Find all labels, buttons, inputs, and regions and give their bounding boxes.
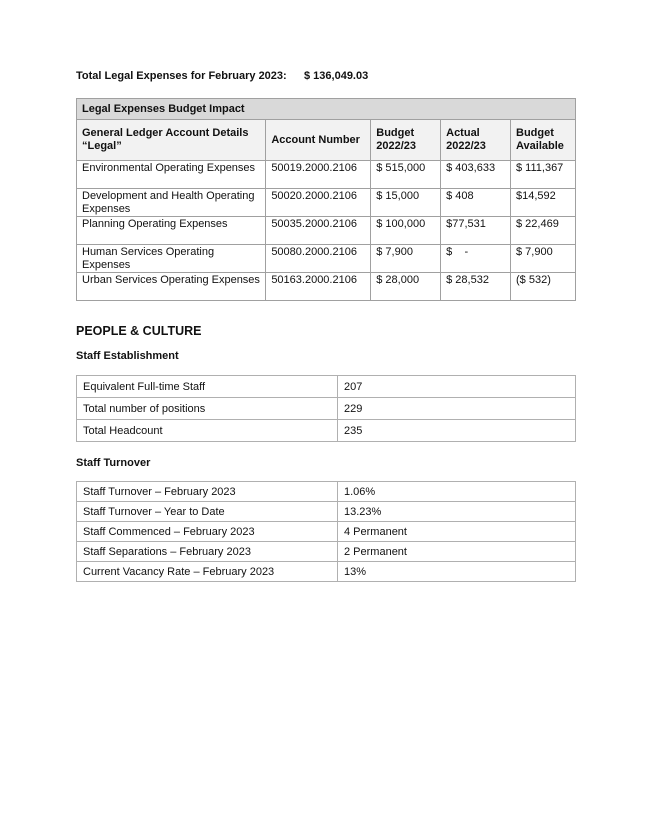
row-value: 229 bbox=[338, 398, 576, 420]
row-value: 13% bbox=[338, 562, 576, 582]
subheading-staff-turnover: Staff Turnover bbox=[76, 457, 151, 469]
column-header-actual: Actual 2022/23 bbox=[441, 120, 511, 161]
row-label: Staff Commenced – February 2023 bbox=[77, 522, 338, 542]
table-cell: $ 403,633 bbox=[441, 161, 511, 189]
table-cell: 50163.2000.2106 bbox=[266, 273, 371, 301]
table-cell: 50035.2000.2106 bbox=[266, 217, 371, 245]
table-cell: Environmental Operating Expenses bbox=[77, 161, 266, 189]
row-label: Staff Turnover – Year to Date bbox=[77, 502, 338, 522]
table-cell: $ 15,000 bbox=[371, 189, 441, 217]
table-cell: $14,592 bbox=[511, 189, 576, 217]
table-row bbox=[77, 482, 576, 502]
table-row bbox=[77, 376, 576, 398]
table-row bbox=[77, 245, 576, 273]
table-cell: Planning Operating Expenses bbox=[77, 217, 266, 245]
row-value: 235 bbox=[338, 420, 576, 442]
table-cell: Development and Health Operating Expenses bbox=[77, 189, 266, 217]
row-value: 4 Permanent bbox=[338, 522, 576, 542]
table-cell: 50019.2000.2106 bbox=[266, 161, 371, 189]
table-cell: $ 22,469 bbox=[511, 217, 576, 245]
table-cell: $ 28,000 bbox=[371, 273, 441, 301]
table-row bbox=[77, 562, 576, 582]
section-heading-people-culture: PEOPLE & CULTURE bbox=[76, 324, 202, 338]
table-cell: 50020.2000.2106 bbox=[266, 189, 371, 217]
table-cell: $ 111,367 bbox=[511, 161, 576, 189]
table-cell: $ - bbox=[441, 245, 511, 273]
row-label: Current Vacancy Rate – February 2023 bbox=[77, 562, 338, 582]
table-cell: ($ 532) bbox=[511, 273, 576, 301]
column-header-budget-available: Budget Available bbox=[511, 120, 576, 161]
table-row bbox=[77, 522, 576, 542]
table-cell: $ 408 bbox=[441, 189, 511, 217]
row-label: Equivalent Full-time Staff bbox=[77, 376, 338, 398]
row-label: Staff Turnover – February 2023 bbox=[77, 482, 338, 502]
total-legal-expenses bbox=[76, 70, 369, 82]
table-row bbox=[77, 189, 576, 217]
row-value: 1.06% bbox=[338, 482, 576, 502]
table-row bbox=[77, 217, 576, 245]
legal-expenses-table bbox=[76, 98, 576, 301]
column-header-account-details: General Ledger Account Details “Legal” bbox=[77, 120, 266, 161]
table-row bbox=[77, 420, 576, 442]
row-value: 13.23% bbox=[338, 502, 576, 522]
table-cell: Urban Services Operating Expenses bbox=[77, 273, 266, 301]
table-row bbox=[77, 542, 576, 562]
table-row bbox=[77, 161, 576, 189]
table-row bbox=[77, 502, 576, 522]
row-value: 2 Permanent bbox=[338, 542, 576, 562]
table-cell: $ 100,000 bbox=[371, 217, 441, 245]
table-cell: 50080.2000.2106 bbox=[266, 245, 371, 273]
table-cell: Human Services Operating Expenses bbox=[77, 245, 266, 273]
row-label: Total number of positions bbox=[77, 398, 338, 420]
legal-table-title: Legal Expenses Budget Impact bbox=[77, 99, 576, 120]
row-label: Total Headcount bbox=[77, 420, 338, 442]
table-row bbox=[77, 273, 576, 301]
staff-establishment-table bbox=[76, 375, 576, 442]
table-cell: $ 7,900 bbox=[511, 245, 576, 273]
column-header-budget: Budget 2022/23 bbox=[371, 120, 441, 161]
table-row bbox=[77, 398, 576, 420]
subheading-staff-establishment: Staff Establishment bbox=[76, 350, 179, 362]
staff-turnover-table bbox=[76, 481, 576, 582]
column-header-account-number: Account Number bbox=[266, 120, 371, 161]
table-cell: $ 515,000 bbox=[371, 161, 441, 189]
total-legal-expenses-label: Total Legal Expenses for February 2023: bbox=[76, 70, 287, 82]
row-value: 207 bbox=[338, 376, 576, 398]
table-cell: $77,531 bbox=[441, 217, 511, 245]
table-cell: $ 7,900 bbox=[371, 245, 441, 273]
table-cell: $ 28,532 bbox=[441, 273, 511, 301]
row-label: Staff Separations – February 2023 bbox=[77, 542, 338, 562]
total-legal-expenses-amount: $ 136,049.03 bbox=[304, 70, 369, 82]
